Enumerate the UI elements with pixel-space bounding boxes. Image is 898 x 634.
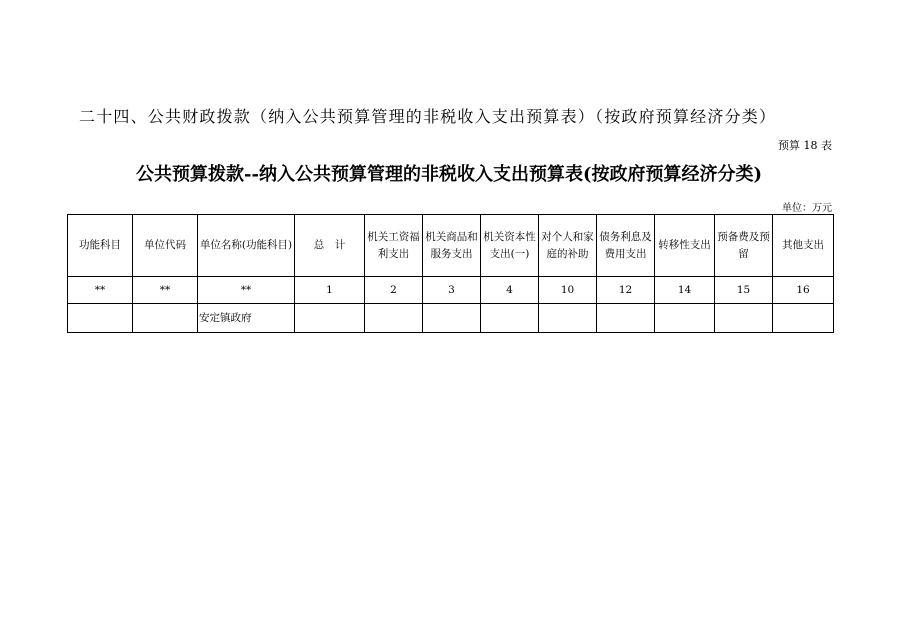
unit-name-cell: 安定镇政府 [198,304,295,333]
table-row [68,304,834,333]
table-cell [133,304,198,333]
table-cell [365,304,423,333]
table-cell [423,304,481,333]
code-cell: 16 [773,277,834,304]
code-cell: 1 [295,277,365,304]
header-cell: 功能科目 [68,215,133,277]
table-cell [773,304,834,333]
code-cell: ** [133,277,198,304]
header-cell: 机关工资福利支出 [365,215,423,277]
code-cell: 12 [597,277,655,304]
budget-table [67,214,834,333]
code-cell: 14 [655,277,715,304]
code-cell: 15 [715,277,773,304]
table-cell [655,304,715,333]
code-cell: 10 [539,277,597,304]
header-cell: 其他支出 [773,215,834,277]
table-cell [715,304,773,333]
header-cell: 转移性支出 [655,215,715,277]
table-cell [597,304,655,333]
code-cell: 2 [365,277,423,304]
code-cell: ** [68,277,133,304]
code-cell: 4 [481,277,539,304]
header-cell: 机关资本性支出(一) [481,215,539,277]
header-cell: 单位名称(功能科目) [198,215,295,277]
header-cell: 单位代码 [133,215,198,277]
header-row [68,215,834,277]
table-number: 预算 18 表 [778,139,832,152]
section-heading: 二十四、公共财政拨款（纳入公共预算管理的非税收入支出预算表）（按政府预算经济分类） [79,107,777,126]
table-cell [481,304,539,333]
unit-label: 单位：万元 [782,203,832,214]
code-cell: ** [198,277,295,304]
header-cell: 机关商品和服务支出 [423,215,481,277]
header-cell: 总 计 [295,215,365,277]
table-cell [295,304,365,333]
table-cell [68,304,133,333]
header-cell: 对个人和家庭的补助 [539,215,597,277]
table-title: 公共预算拨款--纳入公共预算管理的非税收入支出预算表(按政府预算经济分类) [136,164,762,185]
code-cell: 3 [423,277,481,304]
column-code-row [68,277,834,304]
header-cell: 债务利息及费用支出 [597,215,655,277]
table-cell [539,304,597,333]
header-cell: 预备费及预留 [715,215,773,277]
